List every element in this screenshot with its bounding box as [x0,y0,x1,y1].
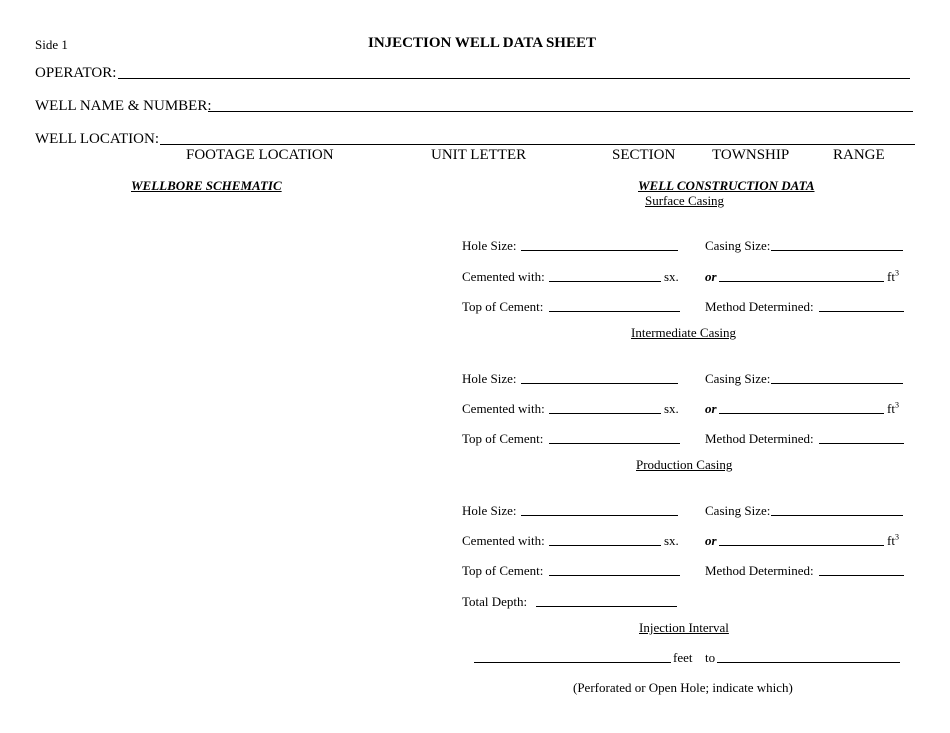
intermediate-hole-size-field[interactable] [521,383,678,384]
side-label: Side 1 [35,37,68,52]
intermediate-cemented-label: Cemented with: [462,401,545,416]
intermediate-casing-size-label: Casing Size: [705,371,771,386]
well-construction-heading: WELL CONSTRUCTION DATA [638,178,815,193]
production-casing-size-field[interactable] [771,515,903,516]
total-depth-field[interactable] [536,606,677,607]
surface-casing-size-field[interactable] [771,250,903,251]
operator-label: OPERATOR: [35,65,117,81]
interval-from-field[interactable] [474,662,671,663]
surface-cemented-label: Cemented with: [462,269,545,284]
production-casing-heading: Production Casing [636,457,733,472]
production-or-label: or [705,533,717,548]
surface-cubic-feet-field[interactable] [719,281,884,282]
production-top-cement-field[interactable] [549,575,680,576]
intermediate-cemented-field[interactable] [549,413,661,414]
intermediate-casing-heading: Intermediate Casing [631,325,737,340]
surface-method-field[interactable] [819,311,904,312]
surface-ft-unit: $ft^3$ [887,268,899,284]
production-sx-label: sx. [664,533,679,548]
page-title: INJECTION WELL DATA SHEET [368,35,596,51]
surface-hole-size-field[interactable] [521,250,678,251]
injection-interval-heading: Injection Interval [639,620,729,635]
surface-top-cement-field[interactable] [549,311,680,312]
production-method-field[interactable] [819,575,904,576]
well-name-label: WELL NAME & NUMBER: [35,98,212,114]
surface-method-label: Method Determined: [705,299,814,314]
section-label: SECTION [612,147,676,163]
intermediate-sx-label: sx. [664,401,679,416]
operator-field[interactable] [118,78,910,79]
surface-top-cement-label: Top of Cement: [462,299,544,314]
production-cubic-feet-field[interactable] [719,545,884,546]
production-ft-unit: $ft^3$ [887,532,899,548]
production-hole-size-field[interactable] [521,515,678,516]
to-label: to [705,650,716,665]
intermediate-casing-size-field[interactable] [771,383,903,384]
intermediate-cubic-feet-field[interactable] [719,413,884,414]
intermediate-hole-size-label: Hole Size: [462,371,517,386]
interval-to-field[interactable] [717,662,900,663]
intermediate-top-cement-field[interactable] [549,443,680,444]
production-method-label: Method Determined: [705,563,814,578]
surface-casing-heading: Surface Casing [645,193,725,208]
footage-location-label: FOOTAGE LOCATION [186,147,334,163]
township-label: TOWNSHIP [712,147,790,163]
production-cemented-label: Cemented with: [462,533,545,548]
surface-hole-size-label: Hole Size: [462,238,517,253]
intermediate-top-cement-label: Top of Cement: [462,431,544,446]
intermediate-method-label: Method Determined: [705,431,814,446]
well-name-field[interactable] [208,111,913,112]
intermediate-method-field[interactable] [819,443,904,444]
surface-sx-label: sx. [664,269,679,284]
well-location-field[interactable] [160,144,915,145]
production-casing-size-label: Casing Size: [705,503,771,518]
production-hole-size-label: Hole Size: [462,503,517,518]
surface-casing-size-label: Casing Size: [705,238,771,253]
intermediate-or-label: or [705,401,717,416]
surface-cemented-field[interactable] [549,281,661,282]
interval-note: (Perforated or Open Hole; indicate which) [573,680,793,695]
total-depth-label: Total Depth: [462,594,528,609]
unit-letter-label: UNIT LETTER [431,147,527,163]
production-top-cement-label: Top of Cement: [462,563,544,578]
wellbore-schematic-heading: WELLBORE SCHEMATIC [131,178,282,193]
feet-label: feet [673,650,693,665]
intermediate-ft-unit: $ft^3$ [887,400,899,416]
production-cemented-field[interactable] [549,545,661,546]
surface-or-label: or [705,269,717,284]
range-label: RANGE [833,147,885,163]
well-location-label: WELL LOCATION: [35,131,159,147]
